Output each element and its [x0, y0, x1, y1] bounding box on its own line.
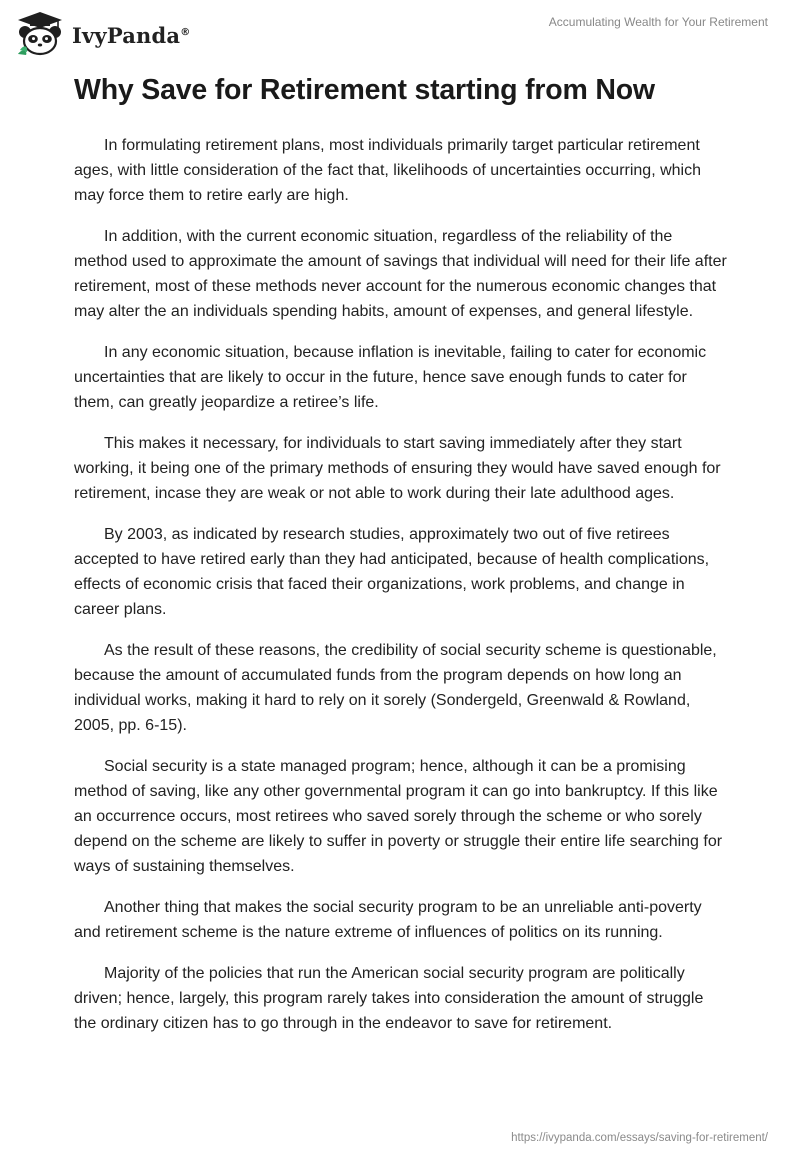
paragraph: Another thing that makes the social security program to be an unreliable anti-poverty and retirement scheme is the nature extreme of influences of politics on its running. — [74, 899, 702, 941]
paragraph: As the result of these reasons, the credibility of social security scheme is questionable, because the amount of accumulated funds from the program depends on how long an individual works, making it hard to rely on it sorely (Sondergeld, Greenwald & Rowland, 2005, pp. 6-15). — [74, 642, 717, 734]
running-title: Accumulating Wealth for Your Retirement — [548, 15, 768, 29]
paragraph: In addition, with the current economic situation, regardless of the reliability of the method used to approximate the amount of savings that individual will need for their life after retirement, most of these methods never account for the numerous economic changes that may alter the an individuals spending habits, amount of expenses, and general lifestyle. — [74, 228, 727, 320]
paragraph: Majority of the policies that run the American social security program are politically driven; hence, largely, this program rarely takes into consideration the amount of struggle the ordinary citizen has to go through in the endeavor to save for retirement. — [74, 965, 704, 1032]
brand-logo[interactable] — [14, 10, 190, 56]
page-header — [0, 0, 800, 62]
paragraph: Social security is a state managed program; hence, although it can be a promising method of saving, like any other governmental program it can go into bankruptcy. If this like an occurrence occurs, most retirees who saved sorely through the scheme or who sorely depend on the scheme are likely to suffer in poverty or struggle their entire life searching for ways of sustaining themselves. — [74, 758, 723, 875]
panda-graduate-icon — [14, 10, 66, 56]
brand-name: IvyPanda® — [72, 22, 191, 48]
paragraph: In any economic situation, because inflation is inevitable, failing to cater for economic uncertainties that are likely to occur in the future, hence save enough funds to cater for them, can greatly jeopardize a retiree’s life. — [74, 344, 707, 411]
essay-body — [74, 133, 730, 1052]
paragraph: By 2003, as indicated by research studies, approximately two out of five retirees accepted to have retired early than they had anticipated, because of health complications, effects of economic crisis that faced their organizations, work problems, and change in career plans. — [74, 526, 710, 618]
paragraph: In formulating retirement plans, most individuals primarily target particular retirement ages, with little consideration of the fact that, likelihoods of uncertainties occurring, which may force them to retire early are high. — [74, 137, 701, 204]
page-title: Why Save for Retirement starting from Now — [74, 74, 655, 106]
paragraph: This makes it necessary, for individuals to start saving immediately after they start working, it being one of the primary methods of ensuring they would have saved enough for retirement, incase they are weak or not able to work during their late adulthood ages. — [74, 435, 721, 502]
source-url-link[interactable]: https://ivypanda.com/essays/saving-for-retirement/ — [511, 1132, 768, 1144]
